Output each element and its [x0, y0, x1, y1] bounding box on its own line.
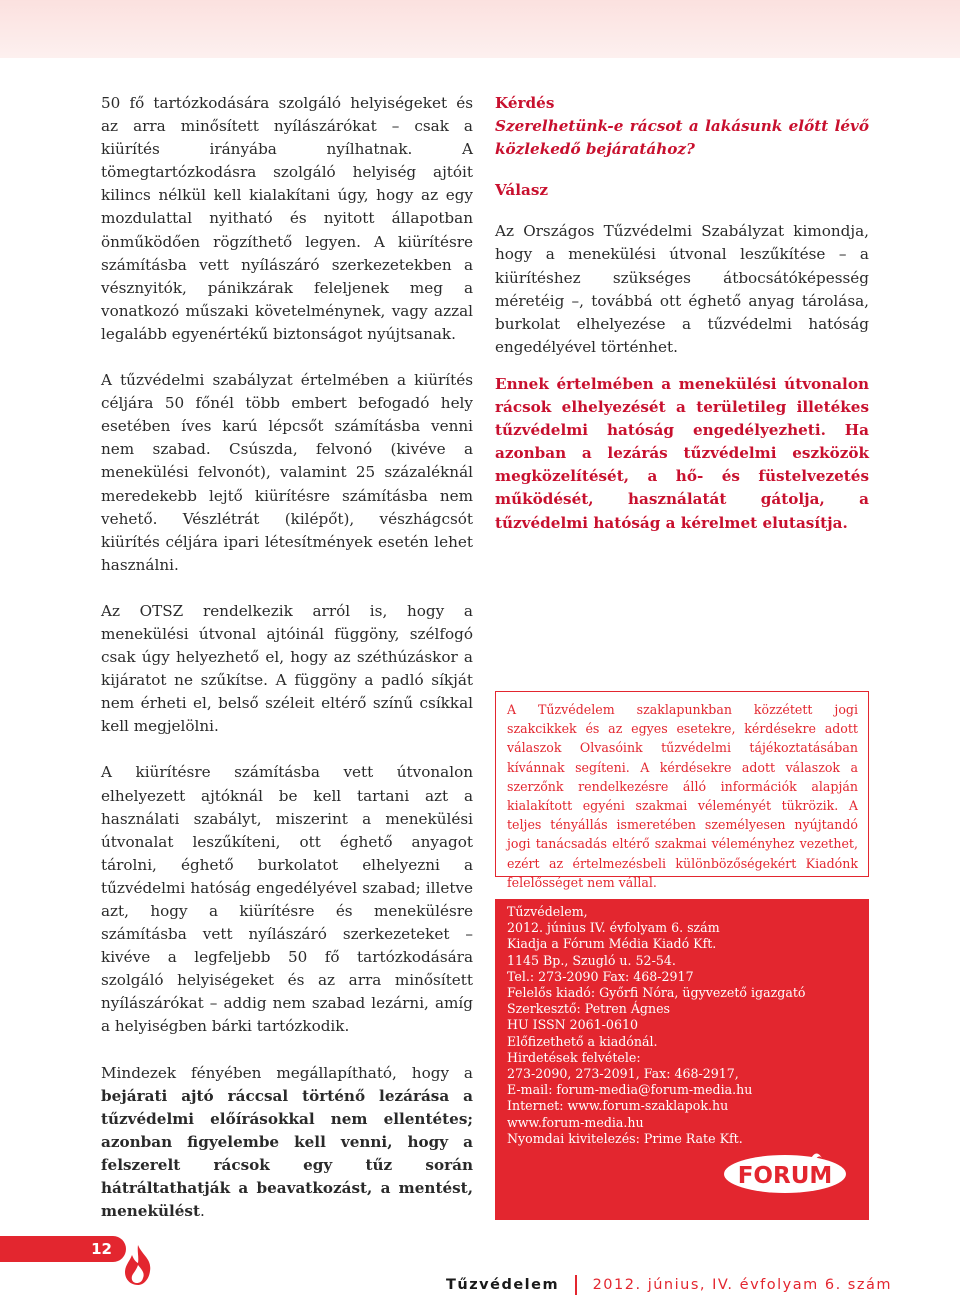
imprint-line: HU ISSN 2061-0610 — [507, 1017, 638, 1033]
imprint-line: Előfizethető a kiadónál. — [507, 1033, 658, 1049]
question-label: Kérdés — [495, 94, 555, 112]
imprint-line: Felelős kiadó: Győrfi Nóra, ügyvezető igazgató — [507, 985, 806, 1001]
footer-magazine-title: Tűzvédelem — [446, 1277, 560, 1293]
footer-issue-info: 2012. június, IV. évfolyam 6. szám — [592, 1277, 892, 1293]
page-footer — [446, 1273, 892, 1297]
answer-paragraph-2: Ennek értelmében a menekülési útvonalon rácsok elhelyezését a területileg illetékes tűzvédelmi hatóság engedélyezheti. Ha azonban a lezárás tűzvédelmi eszközök megközelítését, a hő- és füstelvezetés működését, használatát gátolja, a tűzvédelmi hatóság a kérelmet elutasítja. — [495, 374, 869, 532]
page-number: 12 — [91, 1240, 112, 1258]
imprint-line: 2012. június IV. évfolyam 6. szám — [507, 920, 720, 936]
paragraph-curtains: Az OTSZ rendelkezik arról is, hogy a menekülési útvonal ajtóinál függöny, szélfogó csak úgy helyezhető el, hogy az széthúzáskor a kijáratot ne szűkítse. A függöny a padló síkját nem érheti el, belső széleit eltérő színű csíkkal kell megjelölni. — [101, 601, 473, 736]
svg-text:FORUM: FORUM — [737, 1163, 833, 1189]
paragraph-conclusion — [101, 1062, 473, 1224]
imprint-line: 273-2090, 273-2091, Fax: 468-2917, — [507, 1066, 739, 1082]
forum-logo — [723, 1146, 847, 1194]
imprint-email[interactable]: E-mail: forum-media@forum-media.hu — [507, 1082, 753, 1098]
conclusion-end: . — [200, 1202, 205, 1221]
question-text: Szerelhetünk-e rácsot a lakásunk előtt lévő közlekedő bejáratához? — [495, 117, 869, 159]
imprint-line: 1145 Bp., Szugló u. 52-54. — [507, 952, 676, 968]
page-number-tab — [0, 1236, 126, 1262]
imprint-box — [495, 899, 869, 1220]
imprint-line: Nyomdai kivitelezés: Prime Rate Kft. — [507, 1130, 743, 1146]
imprint-line: Hirdetések felvétele: — [507, 1049, 641, 1065]
paragraph-door-opening: 50 fő tartózkodására szolgáló helyiségeket és az arra minősített nyílászárókat – csak a kiürítés irányába nyílhatnak. A tömegtartózkodásra szolgáló helyiség ajtóit kilincs nélkül kell kialakítani úgy, hogy az egy mozdulattal nyitható és nyitott állapotban önműködően rögzíthető legyen. A kiürítésre számításba vett nyílászáró szerkezetekben a vésznyitók, pánikzárak feleljenek meg a vonatkozó műszaki követelménynek, vagy azzal legalább egyenértékű biztonságot nyújtsanak. — [101, 94, 473, 343]
footer-separator — [575, 1275, 577, 1295]
imprint-website[interactable]: Internet: www.forum-szaklapok.hu — [507, 1098, 729, 1114]
right-qa-column — [495, 92, 869, 549]
disclaimer-text: A Tűzvédelem szaklapunkban közzétett jogi szakcikkek és az egyes esetekre, kérdésekre adott válaszok Olvasóink tűzvédelmi tájékoztatásában kívánnak segíteni. A kérdésekre adott válaszok a szerzőnk rendelkezésre álló információk alapján kialakított egyéni szakmai véleményét tükrözik. A teljes tényállás ismeretében személyesen nyújtandó jogi tanácsadás eltérő szakmai véleményhez vezethet, ezért az értelmezésbeli különbözőségekért Kiadónk felelősséget nem vállal. — [507, 702, 858, 890]
left-article-column — [101, 92, 473, 1246]
imprint-line: Kiadja a Fórum Média Kiadó Kft. — [507, 936, 717, 952]
imprint-line: Tel.: 273-2090 Fax: 468-2917 — [507, 968, 694, 984]
answer-paragraph-1: Az Országos Tűzvédelmi Szabályzat kimondja, hogy a menekülési útvonal leszűkítése – a kiürítéshez szükséges átbocsátóképesség méretéig –, továbbá ott éghető anyag tárolása, burkolat elhelyezése a tűzvédelmi hatóság engedélyével történhet. — [495, 222, 869, 356]
answer-label: Válasz — [495, 181, 549, 200]
imprint-line: Szerkesztő: Petren Ágnes — [507, 1001, 670, 1017]
flame-icon — [120, 1243, 156, 1287]
paragraph-door-usage: A kiürítésre számításba vett útvonalon elhelyezett ajtóknál be kell tartani azt a használati szabályt, miszerint a menekülési útvonalat leszűkíteni, ott éghető anyagot tárolni, éghető burkolatot elhelyezni a tűzvédelmi hatóság engedélyével szabad; illetve azt, hogy a kiürítésre és menekülésre számításba vett nyílászáró szerkezeteket – kivéve a legfeljebb 50 fő tartózkodására szolgáló helyiségeket és az arra minősített nyílászárókat – addig nem szabad lezárni, amíg a helyiségben bárki tartózkodik. — [101, 763, 473, 1036]
conclusion-intro: Mindezek fényében megállapítható, hogy a — [101, 1063, 473, 1082]
legal-disclaimer-box — [495, 691, 869, 890]
top-header-band — [0, 0, 960, 58]
imprint-line: Tűzvédelem, — [507, 904, 588, 919]
conclusion-bold: bejárati ajtó ráccsal történő lezárása a tűzvédelmi előírásokkal nem ellentétes; azonban figyelembe kell venni, hogy a felszerelt rácsok egy tűz során hátráltathatják a beavatkozást, a mentést, menekülést — [101, 1086, 473, 1221]
paragraph-stairs-rules: A tűzvédelmi szabályzat értelmében a kiürítés céljára 50 főnél több embert befogadó hely esetében íves karú lépcsőt számításba venni nem szabad. Csúszda, felvonó (kivéve a menekülési felvonót), valamint 25 százaléknál meredekebb lejtő kiürítésre számításba nem vehető. Vészlétrát (kilépőt), vészhágcsót kiürítés céljára ipari létesítmények esetén lehet használni. — [101, 371, 473, 574]
imprint-website[interactable]: www.forum-media.hu — [507, 1114, 644, 1130]
